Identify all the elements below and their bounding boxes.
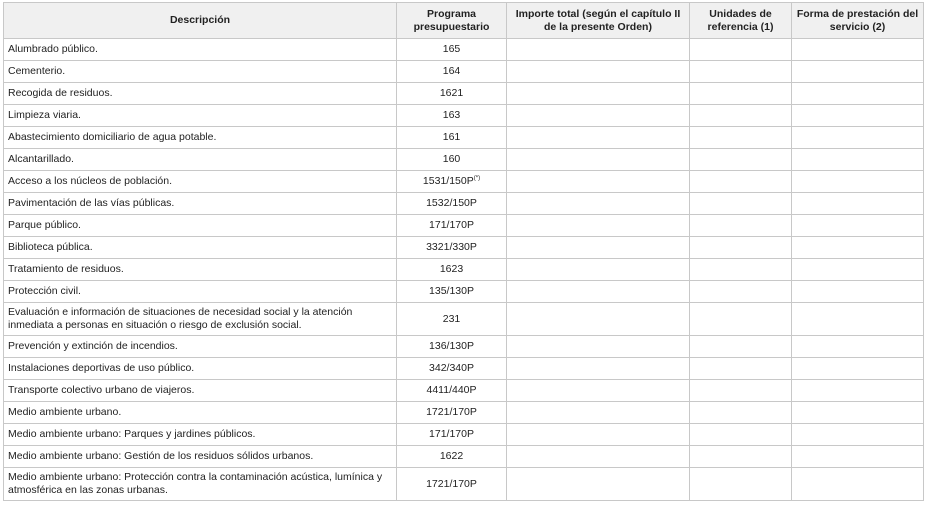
table-row — [4, 259, 924, 281]
cell-forma[interactable] — [792, 105, 924, 127]
programa-code: 1532/150P — [426, 197, 477, 209]
cell-forma[interactable] — [792, 468, 924, 501]
cell-unidades[interactable] — [690, 127, 792, 149]
programa-code: 135/130P — [429, 285, 474, 297]
cell-importe[interactable] — [507, 259, 690, 281]
cell-importe[interactable] — [507, 237, 690, 259]
cell-forma[interactable] — [792, 259, 924, 281]
cell-importe[interactable] — [507, 358, 690, 380]
table-row — [4, 61, 924, 83]
cell-programa — [397, 149, 507, 171]
services-table — [3, 2, 924, 501]
cell-programa — [397, 402, 507, 424]
programa-code: 171/170P — [429, 428, 474, 440]
cell-forma[interactable] — [792, 127, 924, 149]
cell-descripcion: Tratamiento de residuos. — [4, 259, 397, 281]
cell-descripcion: Instalaciones deportivas de uso público. — [4, 358, 397, 380]
cell-programa — [397, 171, 507, 193]
table-row — [4, 215, 924, 237]
programa-code: 1721/170P — [426, 406, 477, 418]
table-row — [4, 281, 924, 303]
cell-descripcion: Pavimentación de las vías públicas. — [4, 193, 397, 215]
cell-descripcion: Acceso a los núcleos de población. — [4, 171, 397, 193]
cell-importe[interactable] — [507, 149, 690, 171]
cell-importe[interactable] — [507, 446, 690, 468]
cell-programa — [397, 281, 507, 303]
cell-importe[interactable] — [507, 402, 690, 424]
programa-code: 4411/440P — [426, 384, 477, 396]
programa-code: 163 — [442, 109, 461, 121]
programa-code: 231 — [442, 312, 461, 325]
cell-importe[interactable] — [507, 215, 690, 237]
cell-importe[interactable] — [507, 336, 690, 358]
cell-programa — [397, 193, 507, 215]
programa-code: 3321/330P — [426, 241, 477, 253]
cell-programa — [397, 237, 507, 259]
cell-programa — [397, 358, 507, 380]
header-unidades: Unidades de referencia (1) — [690, 3, 792, 39]
cell-descripcion: Transporte colectivo urbano de viajeros. — [4, 380, 397, 402]
cell-descripcion: Alumbrado público. — [4, 39, 397, 61]
cell-unidades[interactable] — [690, 336, 792, 358]
table-row — [4, 127, 924, 149]
cell-forma[interactable] — [792, 380, 924, 402]
table-row — [4, 402, 924, 424]
programa-code: 1721/170P — [426, 477, 477, 490]
table-row — [4, 380, 924, 402]
cell-unidades[interactable] — [690, 446, 792, 468]
header-importe: Importe total (según el capítulo II de la presente Orden) — [507, 3, 690, 39]
cell-descripcion: Cementerio. — [4, 61, 397, 83]
table-row — [4, 149, 924, 171]
programa-code: 1621 — [439, 87, 464, 99]
table-body — [4, 39, 924, 501]
cell-forma[interactable] — [792, 39, 924, 61]
cell-unidades[interactable] — [690, 39, 792, 61]
cell-forma[interactable] — [792, 171, 924, 193]
cell-programa — [397, 336, 507, 358]
cell-descripcion: Abastecimiento domiciliario de agua potable. — [4, 127, 397, 149]
programa-code: 1531/150P — [422, 175, 474, 187]
table-row — [4, 105, 924, 127]
cell-importe[interactable] — [507, 127, 690, 149]
cell-unidades[interactable] — [690, 61, 792, 83]
header-programa: Programa presupuestario — [397, 3, 507, 39]
cell-unidades[interactable] — [690, 83, 792, 105]
cell-unidades[interactable] — [690, 303, 792, 336]
cell-unidades[interactable] — [690, 358, 792, 380]
cell-forma[interactable] — [792, 215, 924, 237]
cell-forma[interactable] — [792, 237, 924, 259]
cell-descripcion: Medio ambiente urbano: Protección contra la contaminación acústica, lumínica y atmosférica en las zonas urbanas. — [4, 468, 397, 501]
cell-importe[interactable] — [507, 281, 690, 303]
cell-descripcion: Alcantarillado. — [4, 149, 397, 171]
cell-forma[interactable] — [792, 193, 924, 215]
programa-code: 160 — [442, 153, 461, 165]
cell-unidades[interactable] — [690, 424, 792, 446]
cell-unidades[interactable] — [690, 237, 792, 259]
header-row — [4, 3, 924, 39]
cell-forma[interactable] — [792, 424, 924, 446]
cell-descripcion: Protección civil. — [4, 281, 397, 303]
cell-unidades[interactable] — [690, 468, 792, 501]
cell-forma[interactable] — [792, 61, 924, 83]
table-row — [4, 303, 924, 336]
cell-importe[interactable] — [507, 39, 690, 61]
cell-programa — [397, 303, 507, 336]
cell-unidades[interactable] — [690, 171, 792, 193]
cell-forma[interactable] — [792, 303, 924, 336]
programa-code: 165 — [442, 43, 461, 55]
cell-programa — [397, 259, 507, 281]
table-row — [4, 336, 924, 358]
cell-importe[interactable] — [507, 193, 690, 215]
cell-descripcion: Medio ambiente urbano. — [4, 402, 397, 424]
table-row — [4, 83, 924, 105]
cell-descripcion: Medio ambiente urbano: Gestión de los residuos sólidos urbanos. — [4, 446, 397, 468]
cell-descripcion: Parque público. — [4, 215, 397, 237]
cell-programa — [397, 61, 507, 83]
table-row — [4, 39, 924, 61]
header-forma: Forma de prestación del servicio (2) — [792, 3, 924, 39]
cell-programa — [397, 127, 507, 149]
table-row — [4, 358, 924, 380]
cell-importe[interactable] — [507, 380, 690, 402]
cell-importe[interactable] — [507, 468, 690, 501]
cell-forma[interactable] — [792, 281, 924, 303]
programa-code: 164 — [442, 65, 461, 77]
cell-programa — [397, 446, 507, 468]
cell-programa — [397, 83, 507, 105]
cell-forma[interactable] — [792, 358, 924, 380]
cell-importe[interactable] — [507, 105, 690, 127]
cell-descripcion: Evaluación e información de situaciones de necesidad social y la atención inmediata a personas en situación o riesgo de exclusión social. — [4, 303, 397, 336]
cell-unidades[interactable] — [690, 259, 792, 281]
footnote-marker: (*) — [473, 175, 481, 182]
cell-forma[interactable] — [792, 149, 924, 171]
cell-unidades[interactable] — [690, 281, 792, 303]
cell-descripcion: Medio ambiente urbano: Parques y jardines públicos. — [4, 424, 397, 446]
programa-code: 342/340P — [429, 362, 474, 374]
cell-programa — [397, 105, 507, 127]
table-row — [4, 237, 924, 259]
cell-unidades[interactable] — [690, 149, 792, 171]
cell-descripcion: Prevención y extinción de incendios. — [4, 336, 397, 358]
cell-importe[interactable] — [507, 61, 690, 83]
programa-code: 1622 — [439, 450, 464, 462]
cell-importe[interactable] — [507, 83, 690, 105]
cell-importe[interactable] — [507, 303, 690, 336]
cell-unidades[interactable] — [690, 402, 792, 424]
cell-unidades[interactable] — [690, 380, 792, 402]
cell-importe[interactable] — [507, 424, 690, 446]
cell-forma[interactable] — [792, 402, 924, 424]
cell-importe[interactable] — [507, 171, 690, 193]
table-row — [4, 446, 924, 468]
cell-programa — [397, 424, 507, 446]
cell-unidades[interactable] — [690, 193, 792, 215]
cell-forma[interactable] — [792, 336, 924, 358]
cell-unidades[interactable] — [690, 215, 792, 237]
table-row — [4, 468, 924, 501]
cell-descripcion: Biblioteca pública. — [4, 237, 397, 259]
table-row — [4, 193, 924, 215]
cell-descripcion: Limpieza viaria. — [4, 105, 397, 127]
cell-programa — [397, 468, 507, 501]
cell-descripcion: Recogida de residuos. — [4, 83, 397, 105]
programa-code: 171/170P — [429, 219, 474, 231]
cell-programa — [397, 215, 507, 237]
cell-forma[interactable] — [792, 83, 924, 105]
header-descripcion: Descripción — [4, 3, 397, 39]
cell-programa — [397, 380, 507, 402]
programa-code: 1623 — [439, 263, 464, 275]
table-row — [4, 171, 924, 193]
cell-unidades[interactable] — [690, 105, 792, 127]
programa-code: 161 — [442, 131, 461, 143]
cell-programa — [397, 39, 507, 61]
cell-forma[interactable] — [792, 446, 924, 468]
table-row — [4, 424, 924, 446]
programa-code: 136/130P — [429, 340, 474, 352]
